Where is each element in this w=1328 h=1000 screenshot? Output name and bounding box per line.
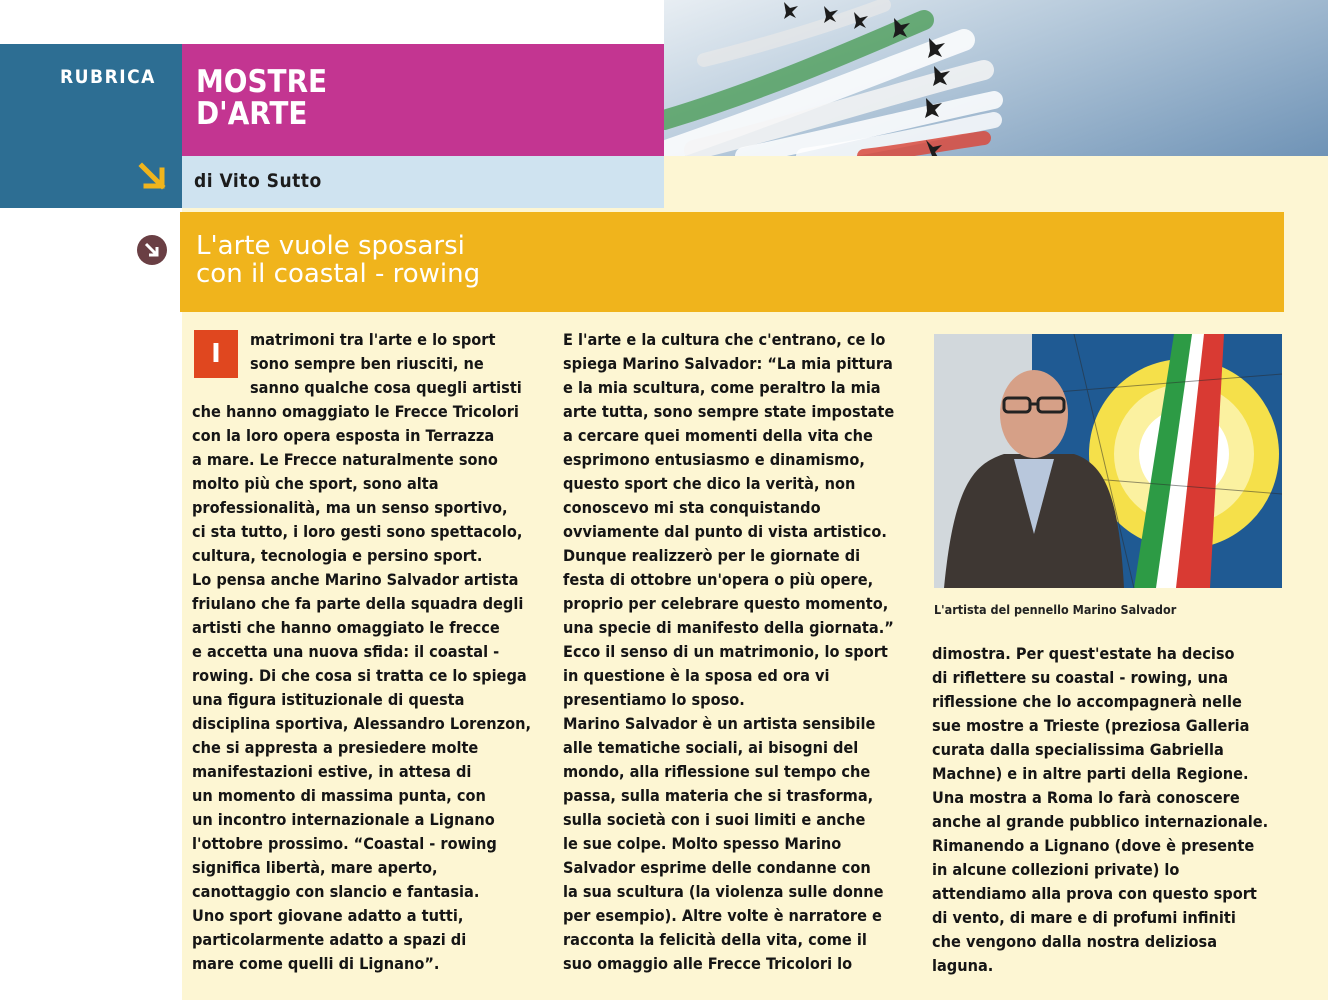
byline: di Vito Sutto	[194, 170, 322, 192]
arrow-down-right-icon	[136, 160, 170, 194]
section-title: MOSTRE D'ARTE	[196, 64, 328, 132]
rubrica-label: RUBRICA	[60, 66, 156, 88]
photo-caption: L'artista del pennello Marino Salvador	[934, 602, 1177, 617]
article-column-3: dimostra. Per quest'estate ha deciso di riflettere su coastal - rowing, una riflessione che lo accompagnerà nelle sue mostre a Trieste (preziosa Galleria curata dalla specialissima Gabriella Machne) e in altre parti della Regione. Una mostra a Roma lo farà conoscere anche al grande pubblico internazionale. Rimanendo a Lignano (dove è presente in alcune collezioni private) lo attendiamo alla prova con questo sport di vento, di mare e di profumi infiniti che vengono dalla nostra deliziosa laguna.	[932, 644, 1269, 975]
article-column-1: che hanno omaggiato le Frecce Tricolori con la loro opera esposta in Terrazza a mare. Le Frecce naturalmente sono molto più che sport, sono alta professionalità, ma un senso sportivo, ci sta tutto, i loro gesti sono spettacolo, cultura, tecnologia e persino sport. Lo pensa anche Marino Salvador artista friulano che fa parte della squadra degli artisti che hanno omaggiato le frecce e accetta una nuova sfida: il coastal - rowing. Di che cosa si tratta ce lo spiega una figura istituzionale di questa disciplina sportiva, Alessandro Lorenzon, che si appresta a presiedere molte manifestazioni estive, in attesa di un momento di massima punta, con un incontro internazionale a Lignano l'ottobre prossimo. “Coastal - rowing significa libertà, mare aperto, canottaggio con slancio e fantasia. Uno sport giovane adatto a tutti, particolarmente adatto a spazi di mare come quelli di Lignano”.	[192, 402, 531, 973]
article-column-2: E l'arte e la cultura che c'entrano, ce lo spiega Marino Salvador: “La mia pittura e la mia scultura, come peraltro la mia arte tutta, sono sempre state impostate a cercare quei momenti della vita che esprimono entusiasmo e dinamismo, questo sport che dico la verità, non conoscevo mi sta conquistando ovviamente dal punto di vista artistico. Dunque realizzerò per le giornate di festa di ottobre un'opera o più opere, proprio per celebrare questo momento, una specie di manifesto della giornata.” Ecco il senso di un matrimonio, lo sport in questione è la sposa ed ora vi presentiamo lo sposo. Marino Salvador è un artista sensibile alle tematiche sociali, ai bisogni del mondo, alla riflessione sul tempo che passa, sulla materia che si trasforma, sulla società con i suoi limiti e anche le sue colpe. Molto spesso Marino Salvador esprime delle condanne con la sua scultura (la violenza sulle donne per esempio). Altre volte è narratore e racconta la felicità della vita, come il suo omaggio alle Frecce Tricolori lo	[563, 330, 895, 973]
top-white-strip	[0, 0, 664, 44]
rubrica-block	[0, 44, 182, 156]
drop-cap: I	[194, 330, 238, 378]
artist-portrait-illustration	[934, 334, 1282, 588]
circle-arrow-icon	[136, 234, 168, 266]
aircraft-smoke-trails	[664, 0, 1328, 156]
article-column-1-intro: matrimoni tra l'arte e lo sport sono sempre ben riusciti, ne sanno qualche cosa quegli artisti	[250, 330, 522, 397]
left-margin	[0, 208, 182, 1000]
artist-photo	[934, 334, 1282, 588]
headline: L'arte vuole sposarsi con il coastal - rowing	[196, 231, 481, 289]
banner-photo-frecce-tricolori	[664, 0, 1328, 156]
